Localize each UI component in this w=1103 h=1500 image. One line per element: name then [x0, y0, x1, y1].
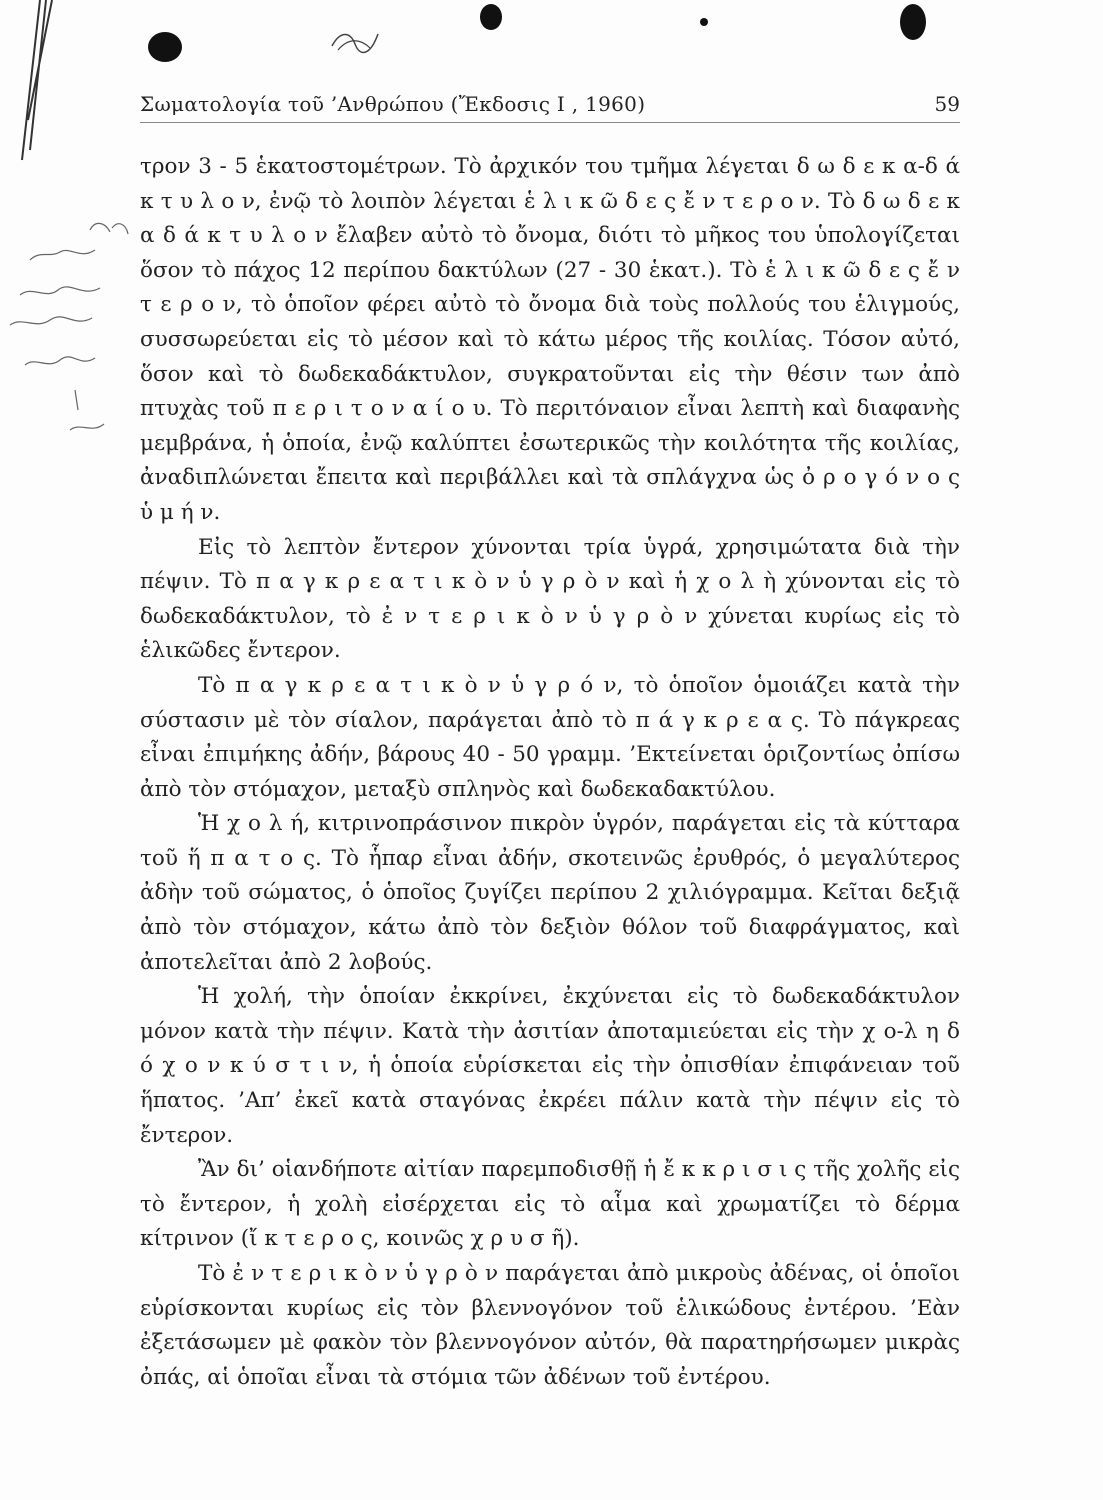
punch-hole — [900, 4, 926, 40]
margin-handwriting — [0, 210, 140, 470]
margin-pen-stroke — [0, 0, 90, 170]
punch-hole — [148, 32, 182, 62]
page-number: 59 — [934, 92, 960, 116]
paragraph: Τὸ ἐ ν τ ε ρ ι κ ὸ ν ὑ γ ρ ὸ ν παράγεται ἀπὸ μικροὺς ἀδένας, οἱ ὁποῖοι εὑρίσκονται κυρίως εἰς τὸν βλεννογόνον τοῦ ἑλικώδους ἐντέρου. ’Εὰν ἐξετάσωμεν μὲ φακὸν τὸν βλεννογόνον αὐτόν, θὰ παρατηρήσωμεν μικρὰς ὀπάς, αἱ ὁποῖαι εἶναι τὰ στόμια τῶν ἀδένων τοῦ ἐντέρου. — [140, 1261, 960, 1390]
punch-hole — [480, 4, 502, 30]
page-header — [140, 92, 960, 123]
paragraph: τρον 3 - 5 ἑκατοστομέτρων. Τὸ ἀρχικόν του τμῆμα λέγεται δ ω δ ε κ α-δ ά κ τ υ λ ο ν, ἐνῷ τὸ λοιπὸν λέγεται ἑ λ ι κ ῶ δ ε ς ἔ ν τ ε ρ ο ν. Τὸ δ ω δ ε κ α δ ά κ τ υ λ ο ν ἔλαβεν αὐτὸ τὸ ὄνομα, διότι τὸ μῆκος του ὑπολογίζεται ὅσον τὸ πάχος 12 περίπου δακτύλων (27 - 30 ἑκατ.). Τὸ ἑ λ ι κ ῶ δ ε ς ἔ ν τ ε ρ ο ν, τὸ ὁποῖον φέρει αὐτὸ τὸ ὄνομα διὰ τοὺς πολλούς του ἑλιγμούς, συσσωρεύεται εἰς τὸ μέσον καὶ τὸ κάτω μέρος τῆς κοιλίας. Τόσον αὐτό, ὅσον καὶ τὸ δωδεκαδάκτυλον, συγκρατοῦνται εἰς τὴν θέσιν των ἀπὸ πτυχὰς τοῦ π ε ρ ι τ ο ν α ί ο υ. Τὸ περιτόναιον εἶναι λεπτὴ καὶ διαφανὴς μεμβράνα, ἡ ὁποία, ἐνῷ καλύπτει ἐσωτερικῶς τὴν κοιλότητα τῆς κοιλίας, ἀναδιπλώνεται ἔπειτα καὶ περιβάλλει καὶ τὰ σπλάγχνα ὡς ὀ ρ ο γ ό ν ο ς ὑ μ ή ν. — [140, 154, 960, 525]
paragraph: Ἂν δι’ οἱανδήποτε αἰτίαν παρεμποδισθῇ ἡ ἔ κ κ ρ ι σ ι ς τῆς χολῆς εἰς τὸ ἔντερον, ἡ χολὴ εἰσέρχεται εἰς τὸ αἷμα καὶ χρωματίζει τὸ δέρμα κίτρινον (ἴ κ τ ε ρ ο ς, κοινῶς χ ρ υ σ ῆ). — [140, 1157, 960, 1252]
paragraph: Ἡ χολή, τὴν ὁποίαν ἐκκρίνει, ἐκχύνεται εἰς τὸ δωδεκαδάκτυλον μόνον κατὰ τὴν πέψιν. Κατὰ τὴν ἀσιτίαν ἀποταμιεύεται εἰς τὴν χ ο-λ η δ ό χ ο ν κ ύ σ τ ι ν, ἡ ὁποία εὑρίσκεται εἰς τὴν ὀπισθίαν ἐπιφάνειαν τοῦ ἥπατος. ’Απ’ ἐκεῖ κατὰ σταγόνας ἐκρέει πάλιν κατὰ τὴν πέψιν εἰς τὸ ἔντερον. — [140, 984, 960, 1148]
paragraph: Ἡ χ ο λ ή, κιτρινοπράσινον πικρὸν ὑγρόν, παράγεται εἰς τὰ κύτταρα τοῦ ἥ π α τ ο ς. Τὸ ἧπαρ εἶναι ἀδήν, σκοτεινῶς ἐρυθρός, ὁ μεγαλύτερος ἀδὴν τοῦ σώματος, ὁ ὁποῖος ζυγίζει περίπου 2 χιλιόγραμμα. Κεῖται δεξιᾷ ἀπὸ τὸν στόμαχον, κάτω ἀπὸ τὸν δεξιὸν θόλον τοῦ διαφράγματος, καὶ ἀποτελεῖται ἀπὸ 2 λοβούς. — [140, 811, 960, 975]
running-head: Σωματολογία τοῦ ’Ανθρώπου (Ἔκδοσις I , 1960) — [140, 92, 646, 116]
paragraph: Τὸ π α γ κ ρ ε α τ ι κ ὸ ν ὑ γ ρ ό ν, τὸ ὁποῖον ὁμοιάζει κατὰ τὴν σύστασιν μὲ τὸν σίαλον, παράγεται ἀπὸ τὸ π ά γ κ ρ ε α ς. Τὸ πάγκρεας εἶναι ἐπιμήκης ἀδήν, βάρους 40 - 50 γραμμ. ’Εκτείνεται ὁριζοντίως ὀπίσω ἀπὸ τὸν στόμαχον, μεταξὺ σπληνὸς καὶ δωδεκαδακτύλου. — [140, 672, 960, 802]
ink-dot — [700, 18, 708, 26]
scribble-mark — [330, 26, 380, 56]
body-text — [140, 150, 960, 1395]
paragraph: Εἰς τὸ λεπτὸν ἔντερον χύνονται τρία ὑγρά, χρησιμώτατα διὰ τὴν πέψιν. Τὸ π α γ κ ρ ε α τ ι κ ὸ ν ὑ γ ρ ὸ ν καὶ ἡ χ ο λ ὴ χύνονται εἰς τὸ δωδεκαδάκτυλον, τὸ ἐ ν τ ε ρ ι κ ὸ ν ὑ γ ρ ὸ ν χύνεται κυρίως εἰς τὸ ἑλικῶδες ἔντερον. — [140, 534, 960, 664]
